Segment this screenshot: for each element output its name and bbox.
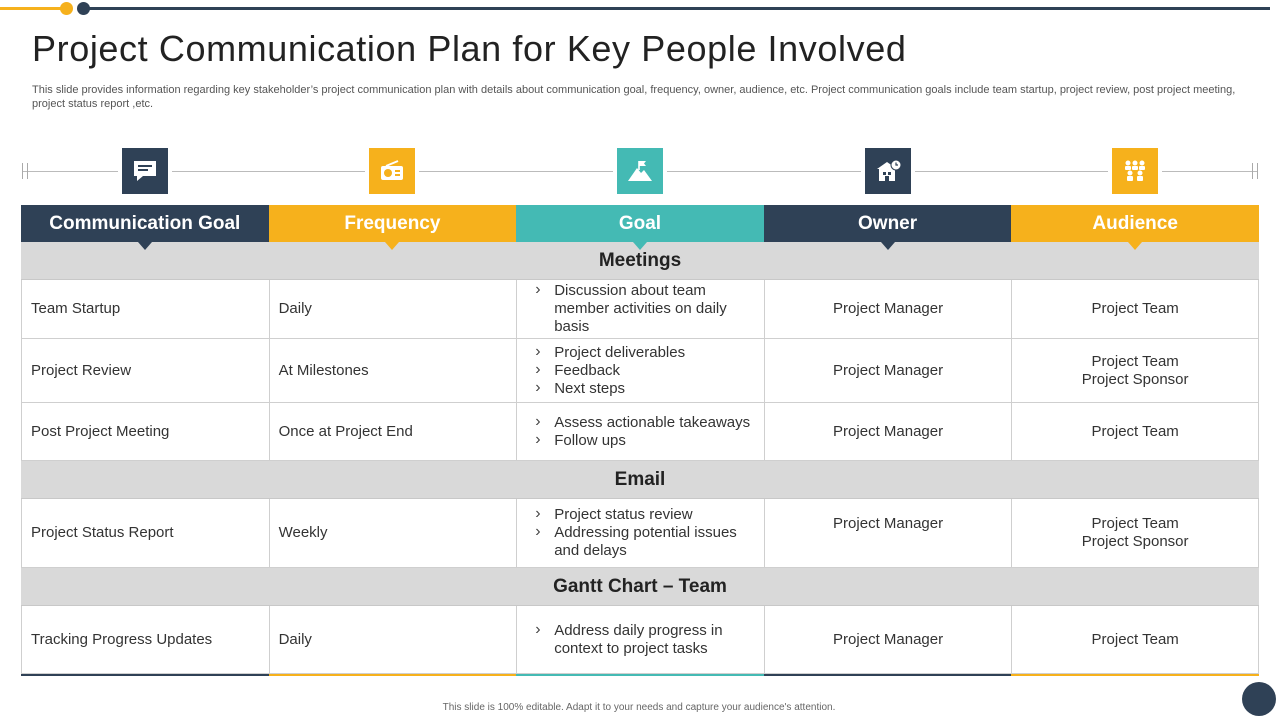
building-clock-icon xyxy=(861,144,915,198)
table-row xyxy=(21,403,1259,461)
table-row xyxy=(21,280,1259,339)
cell-goal: Project Review xyxy=(21,339,269,402)
chat-icon xyxy=(118,144,172,198)
section-email: Email xyxy=(21,461,1259,499)
cell-audience xyxy=(1011,499,1259,567)
cell-goal: Team Startup xyxy=(21,280,269,338)
header-audience: Audience xyxy=(1011,205,1259,242)
radio-icon xyxy=(365,144,419,198)
cell-goal: Project Status Report xyxy=(21,499,269,567)
communication-plan-table xyxy=(21,205,1259,674)
table-bottom-accent xyxy=(21,674,1259,676)
section-meetings: Meetings xyxy=(21,242,1259,280)
cell-frequency: Once at Project End xyxy=(269,403,517,460)
corner-decoration xyxy=(1242,682,1276,716)
table-row xyxy=(21,499,1259,568)
header-frequency: Frequency xyxy=(269,205,517,242)
header-goal: Goal xyxy=(516,205,764,242)
cell-frequency: At Milestones xyxy=(269,339,517,402)
cell-goal: Tracking Progress Updates xyxy=(21,606,269,673)
detail-item: › Project status review xyxy=(535,506,755,524)
section-gantt-chart-team: Gantt Chart – Team xyxy=(21,568,1259,606)
table-header xyxy=(21,205,1259,242)
cell-owner: Project Manager xyxy=(764,403,1012,460)
cell-owner: Project Manager xyxy=(764,499,1012,567)
audience-item: Project Team xyxy=(1091,352,1179,370)
top-accent-bar xyxy=(0,7,1280,10)
mountain-flag-icon xyxy=(613,144,667,198)
people-group-icon xyxy=(1108,144,1162,198)
cell-details xyxy=(516,339,764,402)
audience-item: Project Team xyxy=(1091,300,1179,317)
detail-item: › Follow ups xyxy=(535,432,750,450)
audience-item: Project Team xyxy=(1091,422,1179,440)
detail-item: › Addressing potential issues and delays xyxy=(535,524,755,560)
cell-frequency: Daily xyxy=(269,280,517,338)
table-row xyxy=(21,339,1259,403)
cell-audience xyxy=(1011,403,1259,460)
table-row xyxy=(21,606,1259,674)
cell-frequency: Daily xyxy=(269,606,517,673)
audience-item: Project Team xyxy=(1091,515,1179,532)
header-communication-goal: Communication Goal xyxy=(21,205,269,242)
cell-audience xyxy=(1011,339,1259,402)
cell-details xyxy=(516,499,764,567)
detail-item: › Next steps xyxy=(535,380,685,398)
cell-audience xyxy=(1011,280,1259,338)
page-subtitle: This slide provides information regarding key stakeholder’s project communication plan with details about communication goal, frequency, owner, audience, etc. Project communication goals include team startup, project review, post project meeting, project status report ,etc. xyxy=(32,84,1236,110)
audience-item: Project Sponsor xyxy=(1081,370,1189,388)
cell-audience xyxy=(1011,606,1259,673)
cell-frequency: Weekly xyxy=(269,499,517,567)
detail-item: › Feedback xyxy=(535,362,685,380)
cell-details xyxy=(516,403,764,460)
detail-item: › Address daily progress in context to project tasks xyxy=(535,622,755,658)
cell-goal: Post Project Meeting xyxy=(21,403,269,460)
footer-note: This slide is 100% editable. Adapt it to your needs and capture your audience's attention. xyxy=(442,702,836,713)
audience-item: Project Sponsor xyxy=(1081,533,1189,550)
header-owner: Owner xyxy=(764,205,1012,242)
cell-details xyxy=(516,606,764,673)
cell-owner: Project Manager xyxy=(764,339,1012,402)
cell-owner: Project Manager xyxy=(764,606,1012,673)
detail-item: › Assess actionable takeaways xyxy=(535,414,750,432)
detail-item: › Project deliverables xyxy=(535,344,685,362)
detail-item: › Discussion about team member activities on daily basis xyxy=(535,282,755,336)
audience-item: Project Team xyxy=(1091,630,1179,648)
cell-details xyxy=(516,280,764,338)
cell-owner: Project Manager xyxy=(764,280,1012,338)
page-title: Project Communication Plan for Key People Involved xyxy=(32,28,907,69)
